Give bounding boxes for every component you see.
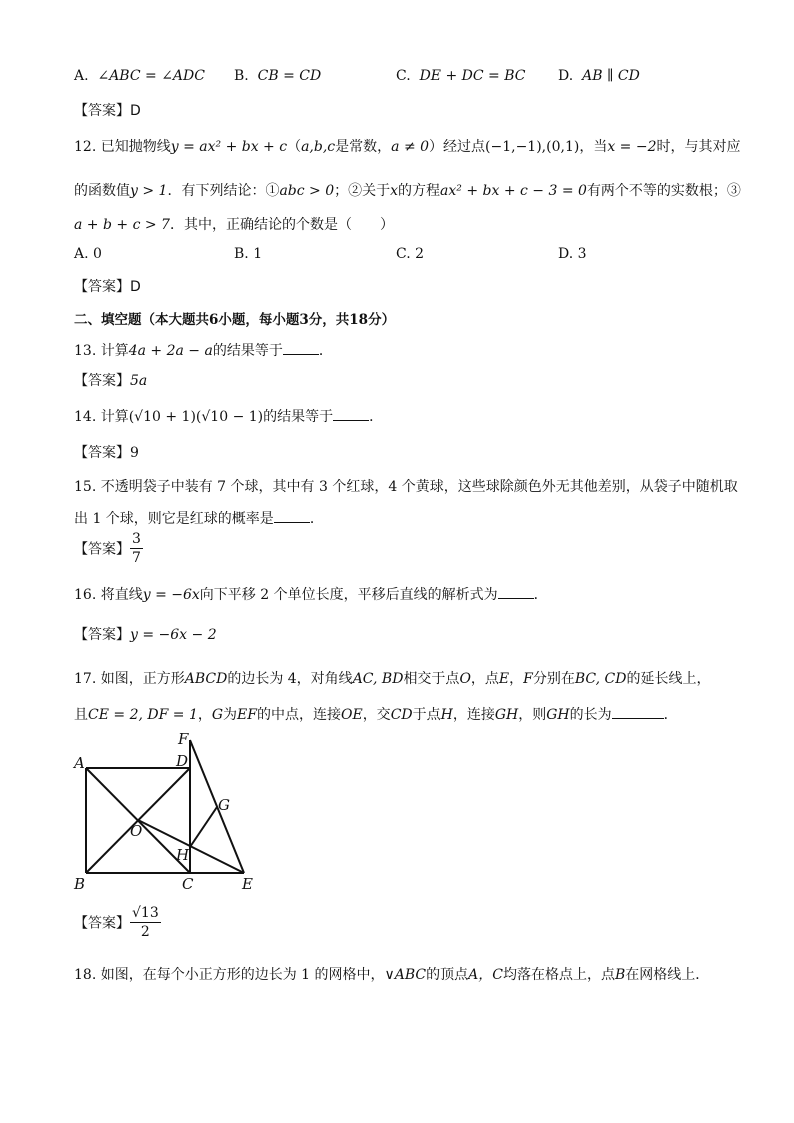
q12-line3: a + b + c > 7．其中，正确结论的个数是（ ） xyxy=(74,217,394,233)
q12-line1: 12. 已知抛物线y = ax² + bx + c（a,b,c是常数，a ≠ 0）经过点(−1,−1),(0,1)，当x = −2时，与其对应 xyxy=(74,139,741,155)
q11-option-d: D. AB ∥ CD xyxy=(558,68,640,84)
q13-answer: 【答案】5a xyxy=(74,373,148,389)
answer-fraction: $\frac{√13}{2}$ xyxy=(132,905,159,940)
section-heading: 二、填空题（本大题共6小题，每小题3分，共18分） xyxy=(74,312,396,328)
q11-answer: 【答案】D xyxy=(74,103,141,119)
q13-text: 13. 计算4a + 2a − a的结果等于 ． xyxy=(74,343,333,359)
q15-line1: 15. 不透明袋子中装有 7 个球，其中有 3 个红球，4 个黄球，这些球除颜色外无其他差别，从袋子中随机取 xyxy=(74,479,738,495)
q12-answer: 【答案】D xyxy=(74,279,141,295)
q17-line1: 17. 如图，正方形ABCD的边长为 4，对角线AC, BD相交于点O，点E，F分别在BC, CD的延长线上， xyxy=(74,671,711,687)
q12-option-a: A. 0 xyxy=(74,246,102,262)
q17-line2: 且CE = 2, DF = 1，G为EF的中点，连接OE，交CD于点H，连接GH，则GH的长为 ． xyxy=(74,707,678,723)
label-E: E xyxy=(242,875,253,893)
q11-option-a: A. ∠ABC = ∠ADC xyxy=(74,68,205,84)
label-B: B xyxy=(74,875,86,893)
q12-option-d: D. 3 xyxy=(558,246,587,262)
answer-blank xyxy=(274,510,310,523)
q11-option-c: C. DE + DC = BC xyxy=(396,68,526,84)
q14-answer: 【答案】9 xyxy=(74,445,139,461)
answer-fraction: $\frac{3}{7}$ xyxy=(132,531,141,566)
label-D: D xyxy=(176,752,189,770)
q18-text: 18. 如图，在每个小正方形的边长为 1 的网格中，∨ABC的顶点A，C均落在格点上，点B在网格线上． xyxy=(74,967,710,983)
q17-answer: 【答案】 $\frac{√13}{2}$ xyxy=(74,905,159,940)
q14-text: 14. 计算(√10 + 1)(√10 − 1)的结果等于 ． xyxy=(74,409,384,425)
q12-line2: 的函数值y > 1．有下列结论：①abc > 0；②关于x的方程ax² + bx + c − 3 = 0有两个不等的实数根；③ xyxy=(74,183,741,199)
answer-blank xyxy=(283,342,319,355)
q12-option-b: B. 1 xyxy=(234,246,263,262)
q15-answer: 【答案】 $\frac{3}{7}$ xyxy=(74,531,141,566)
segment-GH xyxy=(190,807,217,847)
label-F: F xyxy=(178,730,189,748)
label-G: G xyxy=(218,796,230,814)
q16-text: 16. 将直线y = −6x向下平移 2 个单位长度，平移后直线的解析式为 ． xyxy=(74,587,548,603)
q15-line2: 出 1 个球，则它是红球的概率是 ． xyxy=(74,511,324,527)
answer-blank xyxy=(333,408,369,421)
q16-answer: 【答案】y = −6x − 2 xyxy=(74,627,217,643)
segment-EF xyxy=(190,740,244,873)
answer-blank xyxy=(612,706,664,719)
label-H: H xyxy=(176,846,190,864)
geometry-figure xyxy=(70,728,270,894)
q11-option-b: B. CB = CD xyxy=(234,68,322,84)
label-A: A xyxy=(74,754,85,772)
label-O: O xyxy=(130,822,143,840)
answer-blank xyxy=(498,586,534,599)
q12-option-c: C. 2 xyxy=(396,246,425,262)
label-C: C xyxy=(182,875,194,893)
